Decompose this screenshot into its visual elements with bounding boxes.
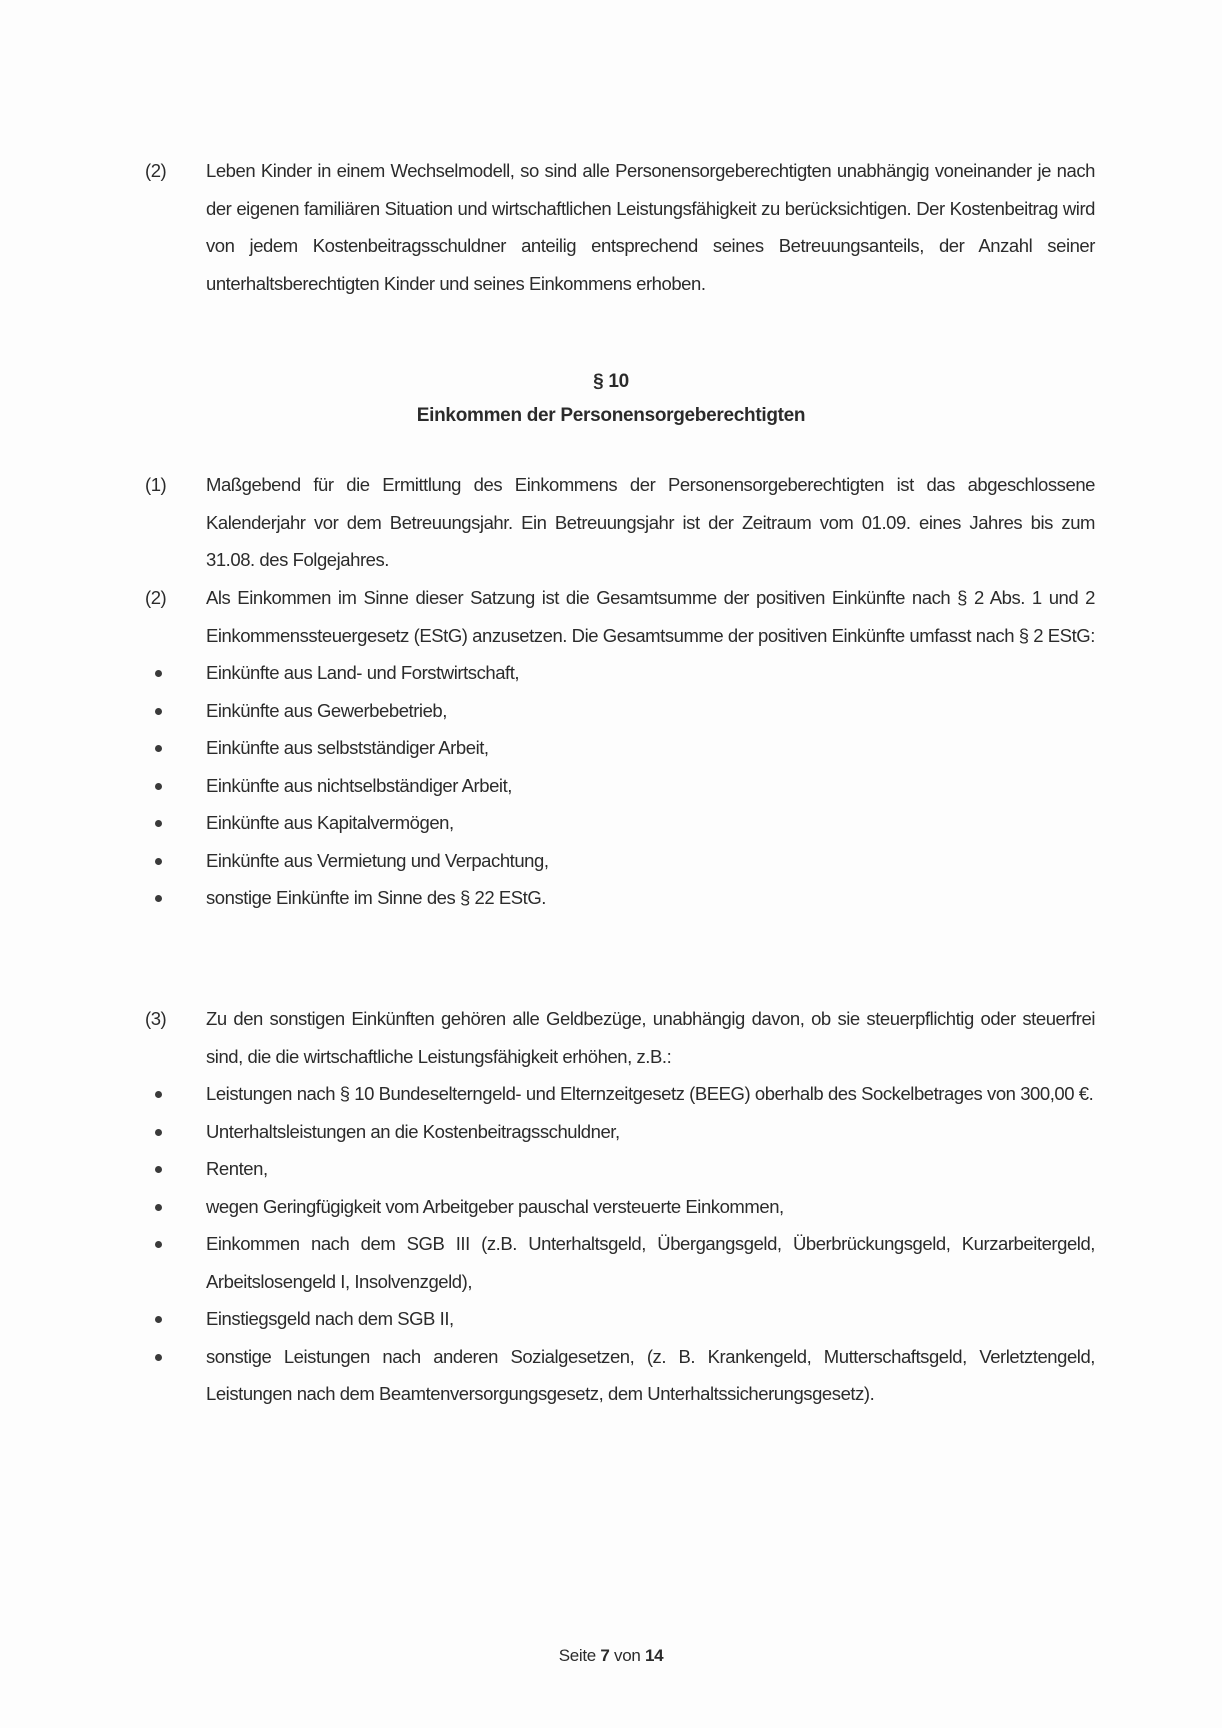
paragraph-wechselmodell bbox=[145, 152, 1095, 302]
bullet-icon bbox=[155, 745, 162, 752]
income-types-list bbox=[145, 654, 1095, 917]
bullet-icon bbox=[155, 895, 162, 902]
list-item: sonstige Leistungen nach anderen Sozialgesetzen, (z. B. Krankengeld, Mutterschaftsgeld, Verletztengeld, Leistungen nach dem Beamtenversorgungsgesetz, dem Unterhaltssicherungsgesetz). bbox=[145, 1338, 1095, 1413]
bullet-icon bbox=[155, 1129, 162, 1136]
bullet-icon bbox=[155, 1316, 162, 1323]
paragraph-text: Als Einkommen im Sinne dieser Satzung ist die Gesamtsumme der positiven Einkünfte nach § 2 Abs. 1 und 2 Einkommenssteuergesetz (EStG) anzusetzen. Die Gesamtsumme der positiven Einkünfte umfasst nach § 2 EStG: bbox=[206, 587, 1095, 646]
footer-middle: von bbox=[614, 1646, 641, 1665]
list-item: Einkünfte aus Kapitalvermögen, bbox=[145, 804, 1095, 842]
bullet-icon bbox=[155, 783, 162, 790]
list-item: Unterhaltsleistungen an die Kostenbeitragsschuldner, bbox=[145, 1113, 1095, 1151]
bullet-icon bbox=[155, 1354, 162, 1361]
current-page: 7 bbox=[600, 1646, 610, 1665]
footer-prefix: Seite bbox=[558, 1646, 596, 1665]
list-item: wegen Geringfügigkeit vom Arbeitgeber pauschal versteuerte Einkommen, bbox=[145, 1188, 1095, 1226]
list-item: Einkünfte aus Vermietung und Verpachtung, bbox=[145, 842, 1095, 880]
paragraph-3 bbox=[145, 1000, 1095, 1413]
page-number-footer bbox=[0, 1646, 1222, 1666]
bullet-icon bbox=[155, 858, 162, 865]
paragraph-1 bbox=[145, 466, 1095, 579]
other-income-list bbox=[145, 1075, 1095, 1413]
bullet-icon bbox=[155, 820, 162, 827]
bullet-icon bbox=[155, 1091, 162, 1098]
paragraph-text: Zu den sonstigen Einkünften gehören alle Geldbezüge, unabhängig davon, ob sie steuerpflichtig oder steuerfrei sind, die die wirtschaftliche Leistungsfähigkeit erhöhen, z.B.: bbox=[206, 1008, 1095, 1067]
list-item: Einstiegsgeld nach dem SGB II, bbox=[145, 1300, 1095, 1338]
paragraph-number: (3) bbox=[145, 1008, 167, 1029]
paragraph-number: (2) bbox=[145, 160, 167, 181]
bullet-icon bbox=[155, 1166, 162, 1173]
paragraph-2 bbox=[145, 579, 1095, 917]
paragraph-number: (1) bbox=[145, 474, 167, 495]
list-item: Einkünfte aus nichtselbständiger Arbeit, bbox=[145, 767, 1095, 805]
total-pages: 14 bbox=[644, 1646, 664, 1665]
list-item: Einkünfte aus selbstständiger Arbeit, bbox=[145, 729, 1095, 767]
list-item: Einkommen nach dem SGB III (z.B. Unterhaltsgeld, Übergangsgeld, Überbrückungsgeld, Kurzarbeitergeld, Arbeitslosengeld I, Insolvenzgeld), bbox=[145, 1225, 1095, 1300]
paragraph-number: (2) bbox=[145, 587, 167, 608]
bullet-icon bbox=[155, 670, 162, 677]
section-number: § 10 bbox=[593, 371, 629, 392]
list-item: Renten, bbox=[145, 1150, 1095, 1188]
section-title: Einkommen der Personensorgeberechtigten bbox=[416, 405, 806, 426]
bullet-icon bbox=[155, 1241, 162, 1248]
list-item: Einkünfte aus Gewerbebetrieb, bbox=[145, 692, 1095, 730]
paragraph-text: Maßgebend für die Ermittlung des Einkommens der Personensorgeberechtigten ist das abgeschlossene Kalenderjahr vor dem Betreuungsjahr. Ein Betreuungsjahr ist der Zeitraum vom 01.09. eines Jahres bis zum 31.08. des Folgejahres. bbox=[206, 474, 1095, 570]
bullet-icon bbox=[155, 1204, 162, 1211]
bullet-icon bbox=[155, 708, 162, 715]
list-item: Einkünfte aus Land- und Forstwirtschaft, bbox=[145, 654, 1095, 692]
list-item: Leistungen nach § 10 Bundeselterngeld- und Elternzeitgesetz (BEEG) oberhalb des Sockelbetrages von 300,00 €. bbox=[145, 1075, 1095, 1113]
paragraph-text: Leben Kinder in einem Wechselmodell, so sind alle Personensorgeberechtigten unabhängig voneinander je nach der eigenen familiären Situation und wirtschaftlichen Leistungsfähigkeit zu berücksichtigen. Der Kostenbeitrag wird von jedem Kostenbeitragsschuldner anteilig entsprechend seines Betreuungsanteils, der Anzahl seiner unterhaltsberechtigten Kinder und seines Einkommens erhoben. bbox=[206, 160, 1095, 294]
list-item: sonstige Einkünfte im Sinne des § 22 EStG. bbox=[145, 879, 1095, 917]
